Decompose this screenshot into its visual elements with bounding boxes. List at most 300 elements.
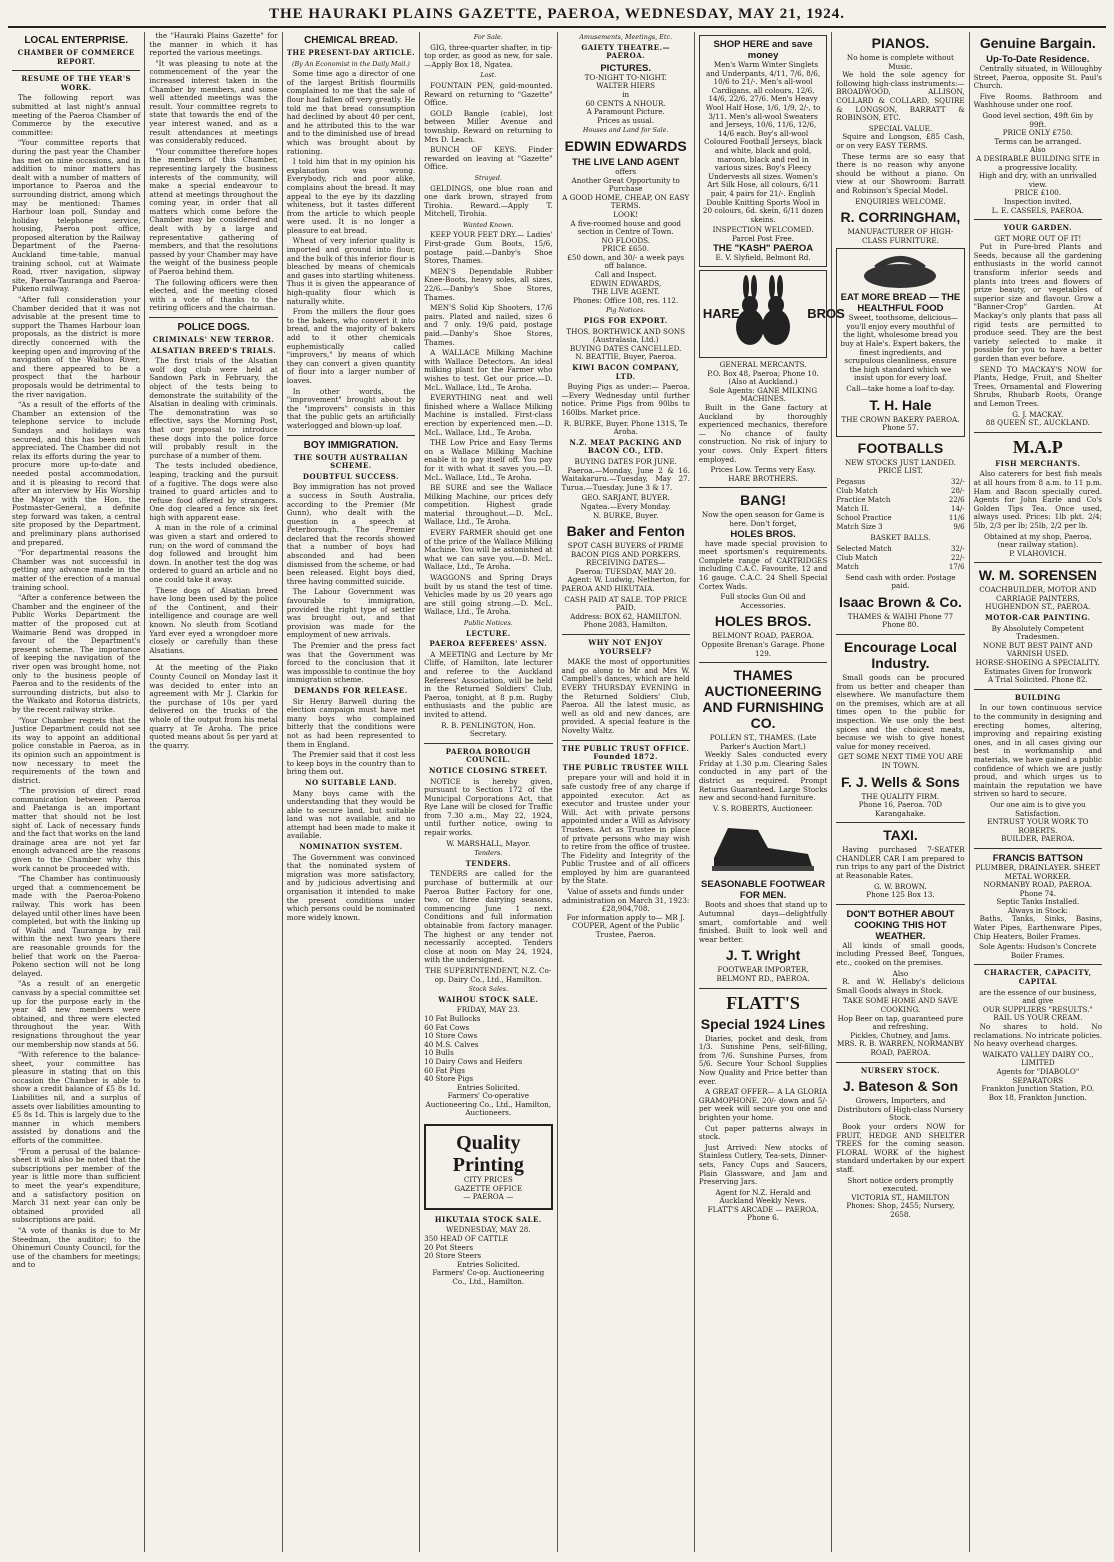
- ad-text: Diaries, pocket and desk, from 1/3. Sunshine Pens, self-filling, from 7/6. Sunshine Purses, from 5/6. Secure Your School Supplies Now Quality and Price better than ever.: [698, 1033, 828, 1086]
- entries-note: Entries Solicited.: [456, 1259, 520, 1269]
- article-paragraph: A man in the role of a criminal was given a start and ordered to run; on the word of command the dog followed and brought him down. In another test the dog was ordered to guard an article and no one could take it away.: [149, 523, 278, 585]
- article-paragraph: "Your Chamber regrets that the Justice Department could not see its way to appoint an additional police constable in Paeroa, as in its opinion such an appointment is now necessary to meet the requirements of the town and district.: [12, 715, 141, 785]
- manufacturer: MANUFACTURER OF HIGH-CLASS FURNITURE.: [847, 227, 954, 245]
- notice-title: PAEROA REFEREES' ASSN.: [429, 639, 548, 649]
- list-item: Match II. 14/-: [836, 505, 965, 513]
- section-label: Strayed.: [474, 173, 502, 182]
- address: Address: BOX 62, HAMILTON. Phone 2083, Hamilton.: [570, 611, 682, 630]
- section-label: Amusements, Meetings, Etc.: [579, 33, 673, 41]
- classified-ad: TENDERS are called for the purchase of buttermilk at our Paeroa Butter Factory for one, two, or three dairying seasons, commencing June 1 next. Conditions and full information obtainable from factory manager. The highest or any tender not necessarily accepted. Tenders close at noon on May 24, 1924, with the undersigned.: [424, 869, 553, 965]
- ad-text: SEND TO MACKAY'S NOW for Plants, Hedge, Fruit, and Shelter Trees, Ornamental and Flowering Shrubs, Rhubarb Roots, Orange and Lemon Trees.: [973, 364, 1102, 408]
- column-3: [283, 32, 420, 1552]
- column-8: [970, 32, 1106, 1552]
- divider: [836, 634, 964, 635]
- list-item: Selected Match 32/-: [836, 544, 965, 553]
- agent-note: Agent for N.Z. Herald and Auckland Weekly News.: [715, 1187, 811, 1206]
- article-paragraph: "Your committee reports that during the past year the Chamber has met on nine occasions, and in addition to minor matters has dealt with a number of matters of importance to Paeroa and the surrounding district, among which may be mentioned: Thames Harbour loan poll, Sunday and holiday telephone service, housing, Paeroa post office, proposed alteration by the Railway Department of the Paeroa-Auckland time-table, manual training school, cut at Waimate Road, river navigation, slipway site, Paeroa-Tauranga and Paeroa-Pukeno railway.: [12, 138, 141, 294]
- list-item: 10 Store Cows: [424, 1031, 478, 1041]
- paeroa-label: — PAEROA —: [463, 1192, 514, 1202]
- ad-text: No shares to hold. No reclamations. No intricate policies. No heavy overhead charges.: [973, 1022, 1102, 1049]
- building-title: BUILDING: [1014, 692, 1061, 702]
- list-item: 20 Pot Steers: [424, 1242, 474, 1252]
- article-subtitle: THE PRESENT-DAY ARTICLE.: [286, 48, 416, 57]
- isaac-brown-title: Isaac Brown & Co.: [838, 593, 962, 610]
- section-label: Wanted Known.: [462, 220, 514, 229]
- ad-text: Squire and Longson, £85 Cash, or on very EASY TERMS.: [836, 132, 965, 150]
- article-title-police-dogs: POLICE DOGS.: [177, 322, 250, 333]
- no-floods: NO FLOODS.: [601, 235, 651, 245]
- buying-dates: BUYING DATES FOR JUNE.: [574, 456, 677, 466]
- coachbuilder: COACHBUILDER, MOTOR AND CARRIAGE PAINTERS, HUGHENDON ST., PAEROA.: [979, 585, 1097, 612]
- assets-value: Value of assets and funds under administration on March 31, 1923: £28,904,708.: [562, 887, 690, 914]
- article-paragraph: The following report was submitted at last night's annual meeting of the Paeroa Chamber of Commerce by the executive committee:: [12, 93, 141, 137]
- buying-dates: BUYING DATES CANCELLED.: [570, 343, 682, 353]
- section-label: Houses and Land for Sale.: [582, 126, 669, 135]
- divider: [699, 662, 827, 663]
- article-paragraph: The Labour Government was favourable to immigration, provided the right type of settler was brought out, and that provision was made for the employment of new arrivals.: [286, 587, 416, 640]
- article-paragraph: The tests included obedience, leaping, tracking and the pursuit of a fugitive. The dogs were also trained to guard articles and to refuse food offered by strangers. One dog cleared a fence six feet high with apparent ease.: [149, 461, 278, 522]
- article-subtitle: THE SOUTH AUSTRALIAN SCHEME.: [293, 452, 409, 471]
- divider: [836, 904, 964, 905]
- pickles: Pickles, Chutney, and Jams.: [850, 1030, 951, 1040]
- article-paragraph: "With reference to the balance-sheet, your committee has pleasure in stating that on this occasion the Chamber is able to show a credit balance of £5 8s 1d. Liabilities nil, and a surplus of assets over liabilities amounting to £5 8s 1d. This is largely due to the manner in which members assisted by donations and the efforts of the committee.: [12, 1050, 141, 1146]
- ad-text: have made special provision to meet sportsmen's requirements. Complete range of CARTRIDGES including C.A.C. Favourite, 12 and 16 gauge. C.A.C. 24 Shell Special Cortex Wads.: [698, 538, 828, 591]
- address: FOOTWEAR IMPORTER, BELMONT RD., PAEROA.: [716, 965, 810, 983]
- opportunity-text: Another Great Opportunity to Purchase: [571, 175, 680, 194]
- receiving-dates: RECEIVING DATES—: [586, 558, 666, 568]
- article-subtitle: RESUME OF THE YEAR'S WORK.: [21, 74, 132, 92]
- wright-title: J. T. Wright: [725, 947, 801, 964]
- tonight-label: TO-NIGHT TO-NIGHT.: [584, 72, 667, 82]
- building-site: A DESIRABLE BUILDING SITE in a progressive locality.: [976, 153, 1100, 172]
- section-label: Pig Notices.: [606, 306, 646, 315]
- nursery-stock-title: NURSERY STOCK.: [860, 1065, 941, 1075]
- masthead: THE HAURAKI PLAINS GAZETTE, PAEROA, WEDNESDAY, MAY 21, 1924.: [8, 6, 1106, 28]
- bros-vertical: BROS: [807, 306, 845, 322]
- auctioneer: Farmers' Co-operative Auctioneering Co., Ltd., Hamilton, Auctioneers.: [425, 1091, 552, 1118]
- notice-text: Agent: W. Ludwig, Netherton, for PAEROA AND HIKUTAIA.: [561, 575, 690, 594]
- thames-auctioneering-title: THAMES AUCTIONEERING AND FURNISHING CO.: [702, 667, 824, 732]
- owner-name: G. W. BROWN.: [874, 881, 927, 891]
- holes-bros-big: HOLES BROS.: [714, 613, 812, 630]
- bread-illustration: [840, 252, 960, 292]
- price-list-title: PRICE LIST.: [878, 466, 923, 476]
- divider: [974, 219, 1102, 220]
- house-terms: £50 down, and 30/- a week pays off balance.: [567, 252, 685, 271]
- article-paragraph: "The Chamber has continuously urged that a commencement be made with the Paeroa-Pokeno railway. This work has been delayed until other lines have been completed, but with the linking up of Waihi and Tauranga by rail within the next two years there are reasonable grounds for the belief that work on the Paeroa-Pokeno section will not be long delayed.: [12, 874, 141, 978]
- list-item: School Practice 11/6: [836, 514, 965, 522]
- none-but: NONE BUT BEST PAINT AND VARNISH USED.: [982, 640, 1093, 659]
- address: 88 QUEEN ST., AUCKLAND.: [985, 418, 1090, 428]
- list-item: Match 17/6: [836, 562, 965, 571]
- gazette-office: GAZETTE OFFICE: [454, 1183, 523, 1193]
- divider: [149, 659, 277, 660]
- ad-text: Book your orders NOW for FRUIT, HEDGE AND SHELTER TREES for the coming season. FLORAL WORK of the highest standard undertaken by our expert staff.: [836, 1121, 965, 1174]
- also-label: Also: [1030, 145, 1046, 155]
- ad-text: Also caterers for best fish meals at all hours from 8 a.m. to 11 p.m. Ham and Bacon specially cured. Agents for John Earle and Co's Golden Tips Tea. Once used, always used. Prices: 1lb pkt. 2/4; 5lb, 2/3 per lb; 25lb, 2/2 per lb.: [973, 469, 1102, 530]
- estimates: Estimates Given for Ironwork: [983, 666, 1092, 676]
- agent-phones: Phones: Office 108, res. 112.: [573, 295, 679, 305]
- list-item: 60 Fat Pigs: [424, 1065, 465, 1075]
- article-paragraph: The Premier and the press fact was that the Government was forced to the conclusion that it was impossible to continue the boy immigration scheme.: [286, 641, 416, 685]
- article-paragraph: These dogs of Alsatian breed have long been used by the police of the Continent, and their intelligence and courage are well known. No sleuth from Scotland Yard ever eyed a wrongdoer more closely or carefully than these Alsatians.: [149, 585, 278, 655]
- classified-ad: MEN'S Solid Kip Shooters, 17/6 pairs. Plated and nailed, sizes 6 and 7 only. 19/6 paid, postage paid.—Danby's Shoe Stores, Thames.: [424, 303, 553, 347]
- notice-title: THE PUBLIC TRUSTEE WILL: [562, 762, 689, 772]
- notice-text: Paeroa.—Monday, June 2 & 16. Waitakaruru.—Tuesday, May 27. Turua.—Tuesday, June 3 & 17.: [561, 465, 690, 492]
- classified-ad: BUNCH OF KEYS. Finder rewarded on leaving at "Gazette" Office.: [424, 145, 553, 172]
- basketball-price-list: [836, 545, 964, 572]
- quality-text: Quality: [456, 1132, 521, 1155]
- essence: are the essence of our business, and give: [979, 987, 1097, 1006]
- land-agent-title: THE LIVE LAND AGENT: [572, 156, 680, 168]
- battson-title: FRANCIS BATTSON: [992, 852, 1083, 864]
- ad-text: R. and W. Hellaby's delicious Small Goods always in Stock.: [836, 977, 965, 995]
- enquiries: ENQUIRIES WELCOME.: [855, 196, 946, 206]
- ad-text: Sweet, toothsome, delicious— you'll enjoy every mouthful of the light, wholesome bread you buy at Hale's. Expert bakers, the finest ingredients, and scrupulous cleanliness, ensure the high standard which we insist upon for every loaf.: [840, 313, 961, 383]
- article-paragraph: Some time ago a director of one of the largest British flourmills complained to me that the sale of flour had fallen off very greatly. He told me that bread consumption had declined by about 40 per cent, and he attributed this to the war and to the diminished use of bread which was brought about by rationing.: [286, 69, 416, 156]
- article-paragraph: "It was pleasing to note at the commencement of the year the increased interest taken in the Chamber by members, and some well attended meetings was the result. Your committee regrets to state that towards the end of the year interest waned, and as a result attendances at meetings was considerably reduced.: [149, 58, 278, 146]
- notice-title: PIGS FOR EXPORT.: [583, 316, 668, 326]
- classified-ad: BE SURE and see the Wallace Milking Machine, our prices defy competition. Highest grade material throughout.—D. McL. Wallace, Ltd., Te Aroha.: [424, 483, 553, 527]
- classified-ad: MEN'S Dependable Rubber Knee-Boots, heavy soles, all sizes, 22/6.—Danby's Shoe Stores, Thames.: [424, 266, 553, 302]
- article-subtitle: DEMANDS FOR RELEASE.: [294, 685, 408, 695]
- article-subtitle: NO SUITABLE LAND.: [305, 777, 397, 787]
- kash-title: THE "KASH" PAEROA: [712, 243, 814, 255]
- column-6: [695, 32, 845, 1552]
- section-label: Public Notices.: [463, 619, 513, 627]
- classified-ad: KEEP YOUR FEET DRY.— Ladies' First-grade Gum Boots, 15/6, postage paid.—Danby's Shoe Stores, Thames.: [424, 230, 553, 266]
- call-note: Call—take home a loaf to-day.: [846, 384, 955, 394]
- notice-text: prepare your will and hold it in safe custody free of any charge if appointed executor. Act as executor and trustee under your Will. Act with private persons appointed under a Will as Advisory Trustees. Act as Trustee in place of private persons who may wish to retire from the office of trustee. The Fidelity and Integrity of the Public Trustee and of all officers employed by him are guaranteed by the State.: [561, 773, 690, 886]
- full-stocks: Full stocks Gun Oil and Accessories.: [720, 592, 806, 610]
- classified-ad: EVERY FARMER should get one of the price of the Wallace Milking Machine. You will be astonished at what we can save you.—D. McL. Wallace, Ltd., Te Aroha.: [424, 528, 553, 572]
- residence-price: PRICE ONLY £750.: [1002, 128, 1073, 138]
- phones: Phone 16, Paeroa. 70D Karangahake.: [858, 800, 943, 818]
- short-notice: Short notice orders promptly executed.: [847, 1175, 954, 1194]
- signature: R. B. PENLINGTON, Hon. Secretary.: [441, 720, 536, 739]
- signature: W. MARSHALL, Mayor.: [446, 838, 531, 848]
- special-lines-title: Special 1924 Lines: [700, 1015, 826, 1032]
- dont-bother-title: DON'T BOTHER ABOUT COOKING THIS HOT WEATHER.: [846, 908, 955, 942]
- list-item: 10 Bulls: [424, 1048, 454, 1058]
- agent-name: EDWIN EDWARDS,: [590, 278, 662, 288]
- results: OUR SUPPLIERS "RESULTS." RAIL US YOUR CREAM.: [982, 1004, 1093, 1023]
- article-paragraph: Sir Henry Barwell during the election campaign must have met many boys who complained bitterly that the conditions were not as had been represented to them in England.: [286, 696, 416, 749]
- house-text: A five-roomed house and good section in Centre of Town.: [570, 218, 681, 237]
- notice-title: N.Z. MEAT PACKING AND BACON CO., LTD.: [569, 437, 682, 456]
- article-subtitle: DOUBTFUL SUCCESS.: [302, 471, 399, 481]
- classified-ad: GOLD Bangle (cable), lost between Miller Avenue and township. Reward on returning to Mrs D. Leach.: [424, 108, 553, 144]
- entries-note: Entries Solicited.: [456, 1082, 520, 1092]
- owner-name: P. VLAHOVICH.: [1009, 548, 1067, 558]
- classified-ad: GIG, three-quarter shafter, in tip-top order, as good as new, for sale.—Apply Box 18, Ngatea.: [424, 42, 553, 69]
- corringham-title: R. CORRINGHAM,: [840, 209, 961, 226]
- holes-bros-title: HOLES BROS.: [730, 528, 796, 540]
- actor-name: WALTER HIERS: [596, 81, 656, 91]
- article-subtitle: NOMINATION SYSTEM.: [299, 842, 403, 852]
- rabbit-illustration: [719, 274, 807, 354]
- article-paragraph: "As a result of the efforts of the Chamber an extension of the telephone service to include Sundays and holidays was secured, and this has been much appreciated. The Chamber did not relax its efforts during the year to procure more up-to-date and needed postal accommodation, and it is pleasing to record that after an interview by His Worship the Mayor with the Hon. the Postmaster-General, a definite step forward was taken, a central site proposed by the Department, and preliminary plans authorised and prepared.: [12, 400, 141, 547]
- address-detail: Opposite Brenan's Garage. Phone 129.: [701, 639, 825, 658]
- agent-label: THE LIVE AGENT.: [591, 287, 660, 297]
- prices-terms: Prices Low. Terms very Easy.: [710, 465, 816, 475]
- notice-title: PAEROA BOROUGH COUNCIL.: [445, 746, 531, 765]
- article-paragraph: I told him that in my opinion his explanation was wrong. Everybody, rich and poor alike, complains about the bread. It may appeal to the eye by its dazzling whiteness, but it tastes different from the article to which people were used. It is no longer a pleasure to eat bread.: [286, 157, 416, 235]
- mackay-name: G. J. MACKAY.: [1012, 409, 1064, 419]
- bakery-address: THE CROWN BAKERY PAEROA. Phone 57.: [841, 414, 960, 433]
- article-paragraph: "As a result of an energetic canvass by a special committee set up for the purpose early in the year 48 new members were obtained, and three were elected throughout the year. With resignations throughout the year our membership now stands at 56.: [12, 979, 141, 1049]
- pictures-title: PICTURES.: [600, 62, 652, 74]
- sorensen-title: W. M. SORENSEN: [978, 567, 1097, 584]
- terms: Terms can be arranged.: [994, 136, 1082, 146]
- classified-ad: NOTICE is hereby given, pursuant to Section 172 of the Municipal Corporations Act, that Rye Lane will be closed for Traffic from 7.30 a.m., May 22, 1924, until further notice, owing to repair works.: [424, 776, 553, 838]
- divider: [562, 634, 690, 635]
- divider: [699, 988, 827, 989]
- waikato-dairy: WAIKATO VALLEY DAIRY CO., LIMITED: [982, 1049, 1094, 1068]
- septic: Septic Tanks Installed.: [996, 897, 1080, 907]
- theatre-title: GAIETY THEATRE.— PAEROA.: [581, 42, 671, 61]
- section-label: Lost.: [480, 71, 497, 80]
- receiving-date: Paeroa: TUESDAY, MAY 20.: [575, 566, 676, 576]
- section-label: Tenders.: [474, 849, 503, 858]
- auctioneer: V. S. ROBERTS, Auctioneer.: [712, 803, 814, 813]
- rabbit-icon: [728, 275, 798, 353]
- list-item: 20 Store Steers: [424, 1251, 482, 1261]
- special-value: SPECIAL VALUE.: [868, 123, 933, 133]
- bang-title: BANG!: [740, 492, 786, 509]
- classified-ad: A WALLACE Milking Machine with Wallace Detectors. An ideal milking plant for the Farmer who wishes to test. Get our price.—D. McL. Wallace, Ltd., Te Aroha.: [424, 348, 553, 392]
- list-item: Practice Match 22/6: [836, 496, 965, 504]
- section-label: For Sale.: [473, 33, 503, 41]
- shop-here-title: SHOP HERE and save money: [713, 39, 813, 61]
- printing-text: Printing: [452, 1154, 524, 1177]
- new-stocks: NEW STOCKS JUST LANDED.: [844, 457, 956, 467]
- classified-ad: WAGGONS and Spring Drays built by us stand the test of time. Vehicles made by us 20 years ago are still going strong.—D. McL. Wallace, Ltd., Te Aroha.: [424, 573, 553, 617]
- notice-title: THE PUBLIC TRUST OFFICE. Founded 1872.: [561, 743, 690, 762]
- taxi-title: TAXI.: [883, 827, 918, 844]
- agents: Agents for "DIABOLO" SEPARATORS: [996, 1066, 1080, 1085]
- buyer-name: R. BURKE, Buyer. Phone 131S, Te Aroha.: [563, 418, 688, 437]
- notice-text: Buying Pigs as under:— Paeroa.—Every Wednesday until further notice. Prime Pigs from 90lbs to 160lbs. Market price.: [561, 382, 690, 417]
- list-item: Club Match 28/-: [836, 487, 965, 495]
- column-2: [145, 32, 282, 1552]
- sale-date: WEDNESDAY, MAY 28.: [446, 1225, 531, 1235]
- divider: [974, 562, 1102, 563]
- garden-title: YOUR GARDEN.: [1003, 223, 1073, 233]
- shoe-icon: [708, 818, 818, 874]
- list-item: 60 Fat Cows: [424, 1022, 470, 1032]
- list-item: 40 M.S. Calves: [424, 1039, 479, 1049]
- divider: [12, 70, 140, 71]
- notice-text: MAKE the most of opportunities and go along to Mr and Mrs W. Campbell's dances, which are held EVERY THURSDAY EVENING in the Returned Soldiers' Club, Paeroa. All the latest music, as well as old and new dances, are provided. A special feature is the Novelty Waltz.: [561, 657, 690, 735]
- column-7: [832, 32, 969, 1552]
- aim: Our one aim is to give you Satisfaction.: [989, 799, 1086, 818]
- address: NORMANBY ROAD, PAEROA. Phone 74.: [983, 880, 1093, 898]
- competent: By Absolutely Competent Tradesmen.: [991, 623, 1084, 642]
- football-price-list: [836, 478, 964, 532]
- list-item: Pegasus 32/-: [836, 478, 965, 486]
- ad-invite: INSPECTION WELCOMED. Parcel Post Free.: [712, 225, 814, 243]
- bateson-title: J. Bateson & Son: [842, 1078, 958, 1095]
- plumber: PLUMBER, DRAINLAYER. SHEET METAL WORKER.: [975, 862, 1101, 881]
- wells-title: F. J. Wells & Sons: [841, 773, 960, 790]
- ad-text: Baths, Tanks, Sinks, Basins, Water Pipes, Earthenware Pipes, Chip Heaters, Boiler Frames.: [973, 914, 1102, 941]
- signature: THE SUPERINTENDENT, N.Z. Co-op. Dairy Co., Ltd., Hamilton.: [425, 965, 552, 984]
- address: FLATT'S ARCADE — PAEROA. Phone 6.: [707, 1204, 819, 1223]
- ad-text: Built in the Gane factory at Auckland by thoroughly experienced mechanics, therefore— No chance of faulty construction. No risk of injury to your cows. Only Expert fitters employed.: [698, 403, 828, 464]
- paramount-label: A Paramount Picture.: [586, 107, 665, 117]
- divider: [974, 848, 1102, 849]
- phones: Phones: Shop, 2455; Nursery, 2658.: [846, 1201, 955, 1219]
- flatts-title: FLATT'S: [726, 992, 800, 1013]
- article-title-chemical-bread: CHEMICAL BREAD.: [304, 35, 398, 46]
- notice-title: WAIHOU STOCK SALE.: [438, 994, 539, 1004]
- article-paragraph: Wheat of very inferior quality is imported and ground into flour, and the bulk of this inferior flour is bleached by means of chemicals and gases into startling whiteness. Thus it is given the appearance of high-quality flour which is naturally white.: [286, 236, 416, 306]
- hare-vertical: HARE: [702, 306, 740, 322]
- divider: [287, 435, 415, 436]
- article-paragraph: The Government was convinced that the nominated system of migration was more satisfactory, and by judicious advertising and organisation it intended to make the present conditions under which persons could be nominated more widely known.: [286, 852, 416, 922]
- information-contact: For information apply to— MR J. COUPER, Agent of the Public Trustee, Paeroa.: [566, 912, 685, 940]
- divider: [836, 822, 964, 823]
- inspection: Inspection invited.: [1003, 196, 1072, 206]
- high-dry: High and dry, with an unrivalled view.: [978, 171, 1097, 189]
- address: POLLEN ST., THAMES. (Late Parker's Auction Mart.): [709, 733, 817, 751]
- offers-label: offers: [615, 166, 637, 176]
- article-paragraph: "After full consideration your Chamber decided that it was not advisable at the present time to support the Thames Harbour loan proposals, as the district is more directly concerned with the keeping open and improving of the navigation of the Waihou River, and there appeared to be a prospect that the harbour proposals would be detrimental to the river navigation.: [12, 295, 141, 399]
- classified-ad: GELDINGS, one blue roan and one dark brown, strayed from Tirohia. Reward.—Apply T. Mitchell, Tirohia.: [424, 183, 553, 219]
- warren-address: MRS. R. B. WARREN, NORMANBY ROAD, PAEROA.: [837, 1039, 964, 1057]
- article-subtitle: ALSATIAN BREED'S TRIALS.: [150, 345, 277, 355]
- ad-text: Having purchased 7-SEATER CHANDLER CAR I am prepared to run trips to any part of the District at Reasonable Rates.: [836, 845, 965, 881]
- fish-merchants: FISH MERCHANTS.: [995, 458, 1081, 468]
- house-price: PRICE £650.: [602, 244, 650, 254]
- article-byline: (By An Economist in the Daily Mail.): [291, 59, 410, 68]
- classified-ad: THE Low Price and Easy Terms on a Wallace Milking Machine enable it to pay itself off. You pay for it with what it saves you.—D. McL. Wallace, Ltd., Te Aroha.: [424, 438, 553, 482]
- footballs-title: FOOTBALLS: [857, 439, 944, 456]
- list-item: 10 Dairy Cows and Heifers: [424, 1056, 523, 1066]
- entrust: ENTRUST YOUR WORK TO ROBERTS.: [987, 817, 1089, 835]
- article-title-boy-immigration: BOY IMMIGRATION.: [303, 439, 399, 451]
- buyer-schedule: Ngatea.—Every Monday.: [580, 501, 671, 511]
- buyer-name: N. BEATTIE, Buyer, Paeroa.: [575, 352, 677, 362]
- boot-illustration: [699, 816, 827, 876]
- character-title: CHARACTER, CAPACITY, CAPITAL: [984, 968, 1092, 987]
- article-paragraph: The following officers were then elected, and the meeting closed with a vote of thanks to the retiring officers and the chairman.: [149, 277, 278, 313]
- also-label: Also: [892, 968, 909, 978]
- list-item: Match Size 3 9/6: [836, 523, 965, 531]
- ad-text: In our town continuous service to the community in designing and erecting homes, altering, improving and repairing existing ones, and in all cases giving our best in workmanship and materials, we have gained a public confidence of which we are justly proud, and which urges us to maintain the reputation we have striven so hard to secure.: [973, 703, 1102, 799]
- article-title-local-enterprise: LOCAL ENTERPRISE.: [24, 35, 129, 46]
- ad-text: Boots and shoes that stand up to Autumnal days—delightfully smart, comfortable and well finished. Built to look well and wear better.: [698, 900, 828, 944]
- article-paragraph: Boy immigration has not proved a success in South Australia, according to the Premier (Mr Gunn), who dealt with the question in a speech at Peterborough. The Premier declared that the records showed that a number of boys had absconded and had been dismissed from the scheme, or had been released. Eight boys died, three having committed suicide.: [286, 482, 416, 586]
- list-item: 40 Store Pigs: [424, 1074, 474, 1084]
- get-more: GET MORE OUT OF IT!: [994, 233, 1082, 243]
- divider: [149, 317, 277, 318]
- site-price: PRICE £100.: [1014, 188, 1062, 198]
- notice-title: LECTURE.: [465, 628, 511, 638]
- article-paragraph: Many boys came with the understanding that they would be able to secure land, but suitable land was not available, and no attempt had been made to make it available.: [286, 788, 416, 841]
- eat-more-bread-title: EAT MORE BREAD — THE HEALTHFUL FOOD: [840, 292, 961, 315]
- prices-note: Prices as usual.: [597, 115, 655, 125]
- article-paragraph: "A vote of thanks is due to Mr Steedman, the auditor; to the Ohinemuri County Council, for the use of the chambers for meetings; and to: [12, 1225, 141, 1270]
- article-subtitle: CHAMBER OF COMMERCE REPORT.: [17, 48, 135, 66]
- send-cash: Send cash with order. Postage paid.: [845, 572, 956, 591]
- kash-ad: [699, 35, 827, 267]
- ad-text: Men's Warm Winter Singlets and Underpants, 4/11, 7/6, 8/6, 10/6 to 21/-. Men's all-wool Cardigans, all colours, 12/6, 14/6, 22/6, 27/6. Men's Heavy Wool Half Hose, 1/6, 1/9, 2/-, to 3/11. Men's all-wool Sweaters and Jerseys, 10/6, 11/6, 12/6, 14/6 each. Boy's all-wool Coloured Football Jerseys, black and white, black and gold, maroon, black and red in various sizes. Boy's Fleecy Undervests all sizes. Women's Art Silk Hose, all colours, 6/11 pair, 4 pairs for 21/-. English Double Knitting Sports Wool in 20 colours, 6d. skein, 6/11 dozen skeins.: [702, 60, 824, 224]
- auctioneer: Farmers' Co-op. Auctioneering Co., Ltd., Hamilton.: [432, 1268, 545, 1286]
- bread-ad: [836, 248, 964, 437]
- article-subtitle: CRIMINALS' NEW TERROR.: [152, 335, 275, 344]
- ad-text: Just Arrived: New stocks of Stainless Cutlery, Tea-sets, Dinner-sets, Fancy Cups and Saucers, Plain Glassware, and Jam and Preserving Jars.: [698, 1142, 828, 1187]
- divider: [424, 743, 552, 744]
- po-box: P.O. Box 48, Paeroa; Phone 10. (Also at Auckland.): [707, 368, 819, 387]
- column-5: [558, 32, 695, 1552]
- sale-date: FRIDAY, MAY 23.: [456, 1005, 520, 1015]
- company-name: THOS. BORTHWICK AND SONS (Australasia, Ltd.): [566, 326, 686, 345]
- article-paragraph: The Premier said that it cost less to keep boys in the country than to bring them out.: [286, 750, 416, 777]
- notice-title: NOTICE CLOSING STREET.: [429, 765, 548, 775]
- encourage-title: Encourage Local Industry.: [844, 638, 957, 671]
- divider: [836, 1062, 964, 1063]
- address: BELMONT ROAD, PAEROA.: [712, 631, 814, 641]
- film-title: 60 CENTS A NHOUR.: [585, 98, 666, 108]
- classified-ad: A MEETING and Lecture by Mr Cliffe, of Hamilton, late lecturer and referee to the Auckland Referees' Association, will be held in the Returned Soldiers' Club, Paeroa, tonight, at 8 p.m. Rugby enthusiasts and the public are invited to attend.: [424, 649, 553, 719]
- ad-text: Small goods can be procured from us better and cheaper than elsewhere. We manufacture them on the premises, which are at all times open to the public for inspection. We use only the best spices and the choicest meats, because we wish to give honest value for money received.: [836, 672, 965, 751]
- column-1: [8, 32, 145, 1552]
- phones: Phone 125 Box 13.: [866, 890, 935, 900]
- ad-text: Cut paper patterns always in stock.: [698, 1123, 828, 1142]
- motor-painting: MOTOR-CAR PAINTING.: [985, 613, 1091, 623]
- obtained: Obtained at my shop, Paeroa, (near railway station).: [984, 531, 1092, 550]
- article-paragraph: From the millers the flour goes to the bakers, who convert it into bread, and the majority of bakers add to it other chemicals euphemistically called "improvers," by means of which they can convert a given quantity of flour into a larger number of loaves.: [286, 307, 416, 385]
- ad-text: Centrally situated, in Willoughby Street, Paeroa, opposite St. Paul's Church.: [973, 64, 1102, 91]
- buyer-name: N. BURKE, Buyer.: [592, 510, 659, 520]
- divider: [974, 689, 1102, 690]
- footwear-title: SEASONABLE FOOTWEAR FOR MEN.: [701, 879, 826, 902]
- article-paragraph: "Your committee therefore hopes the members of this Chamber, representing largely the business interests of the community, will make a special endeavour to attend at meetings throughout the coming year, in order that all matters which come before the Chamber may be considered and dealt with by a large and representative gathering of members, and that the resolutions passed by your Chamber may have the weight of the business people of Paeroa behind them.: [149, 146, 278, 277]
- classified-ad: FOUNTAIN PEN, gold-mounted. Reward on returning to "Gazette" Office.: [424, 80, 553, 108]
- call-inspect: Call and Inspect.: [594, 270, 657, 280]
- agent-name: L. E. CASSELS, PAEROA.: [991, 205, 1084, 215]
- ad-text: Put in Pure-bred Plants and Seeds, because all the gardening enthusiasts in the world cannot transform inferior seeds and plants into trees and flowers of prize beauty, or vegetables of superior size and flavour. Grow a "Banner-Crop" Garden. At Mackay's only plants that pass all rigid tests are permitted to produce seed. They are the best variety selected to make it possible for you to have a better garden than ever before.: [973, 242, 1102, 363]
- ad-text: Weekly Sales conducted every Friday at 1.30 p.m. Clearing Sales conducted in any part of the district as required. Prompt Returns Guaranteed. Large Stocks new and second-hand furniture.: [698, 750, 828, 803]
- hale-title: T. H. Hale: [869, 396, 932, 413]
- article-paragraph: "For departmental reasons the Chamber was not successful in getting any advance made in the matter of the erection of a manual training school.: [12, 548, 141, 592]
- notice-title: KIWI BACON COMPANY, LTD.: [572, 363, 680, 381]
- divider: [974, 964, 1102, 965]
- hare-bros-banner: [699, 270, 845, 358]
- sole-agents: Sole Agents: GANE MILKING MACHINES.: [709, 385, 818, 404]
- general-merchants: GENERAL MERCANTS.: [719, 360, 807, 370]
- divider: [562, 740, 690, 741]
- notice-title: TENDERS.: [465, 858, 512, 868]
- map-title: M.A.P: [1012, 436, 1063, 457]
- notice-title: HIKUTAIA STOCK SALE.: [434, 1214, 542, 1224]
- residence-title: Up-To-Date Residence.: [986, 54, 1090, 65]
- home-text: A GOOD HOME, CHEAP, ON EASY TERMS.: [562, 192, 690, 211]
- address: Frankton Junction Station, P.O. Box 18, Frankton Junction.: [981, 1084, 1095, 1102]
- article-paragraph: "From a perusal of the balance-sheet it will also be noted that the subscriptions per member of the year is little more than sufficient to meet the year's expenditure, and a satisfactory position on March 31 next year can only be obtained provided all subscriptions are paid.: [12, 1146, 141, 1225]
- city-prices: CITY PRICES: [463, 1175, 513, 1185]
- article-paragraph: "After a conference between the Chamber and the engineer of the Public Works Department the matter of the proposed cut at Waimarie Bend was dropped in favour of the Department's present scheme. The importance of keeping the navigation of the river open was brought home, not only to the business people of Paeroa and to the residents of the surrounding districts, but also to the Waikato and Rotorua districts, by the recent railway strike.: [12, 593, 141, 714]
- address: VICTORIA ST., HAMILTON: [851, 1192, 950, 1202]
- ad-text: These terms are so easy that there is no reason why anyone should be without a piano. On view at our Showroom: Barratt and Robinson's Special Model.: [836, 151, 965, 195]
- columns: [8, 32, 1106, 1552]
- pianos-title: PIANOS.: [871, 35, 930, 51]
- trial: A Trial Solicited. Phone 82.: [987, 675, 1088, 685]
- classified-ad: EVERYTHING neat and well finished where a Wallace Milking Machine is installed. First-class erection by experienced men.—D. McL. Wallace, Ltd., Te Aroha.: [424, 393, 553, 437]
- article-paragraph: In other words, the "improvement" brought about by the "improvers" consists in this that the public gets an artificially waterlogged and blown-up loaf.: [286, 386, 416, 430]
